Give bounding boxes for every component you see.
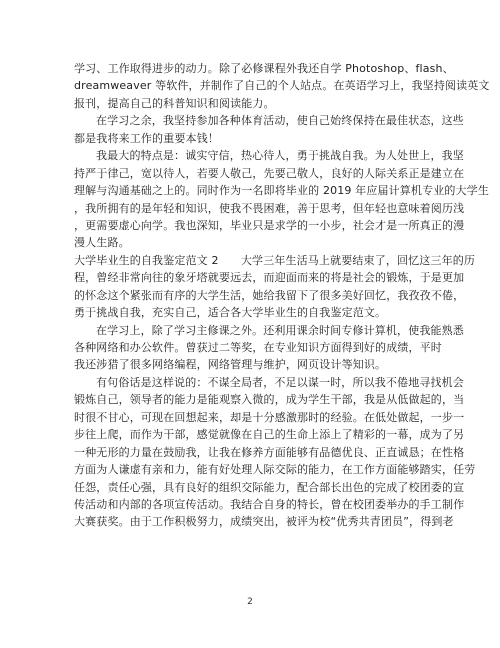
text-line: dreamweaver 等软件，并制作了自己的个人站点。在英语学习上，我坚持阅读英文 bbox=[74, 79, 490, 93]
text-line: 我还涉猎了很多网络编程，网络管理与维护，网页设计等知识。 bbox=[74, 358, 387, 372]
text-line: 方面为人谦虚有亲和力，能有好处理人际交际的能力，在工作方面能够踏实，任劳 bbox=[74, 463, 476, 477]
text-line: 勇于挑战自我，充实自己，适合各大学毕业生的自我鉴定范文。 bbox=[74, 306, 387, 320]
text-line: 我最大的特点是：诚实守信，热心待人，勇于挑战自我。为人处世上，我坚 bbox=[96, 149, 464, 163]
page-number: 2 bbox=[247, 597, 253, 607]
text-line: ，我所拥有的是年轻和知识，使我不畏困难，善于思考，但年轻也意味着阅历浅 bbox=[74, 201, 465, 215]
text-line: 在学习之余，我坚持参加各种体育活动，使自己始终保持在最佳状态，这些 bbox=[96, 114, 464, 128]
text-line: 有句俗话是这样说的：不谋全局者，不足以谋一时，所以我不倦地寻找机会 bbox=[96, 375, 464, 389]
text-line: ，更需要虚心向学。我也深知，毕业只是求学的一小步，社会才是一所真正的漫 bbox=[74, 218, 465, 232]
text-line: 锻炼自己，领导者的能力是能观察入微的，成为学生干部，我是从低做起的，当 bbox=[74, 393, 465, 407]
text-line: 步往上爬，而作为干部，感觉就像在自己的生命上添上了精彩的一幕，成为了另 bbox=[74, 428, 465, 442]
text-line: 程，曾经非常向往的象牙塔就要远去，而迎面而来的将是社会的锻炼，于是更加 bbox=[74, 271, 465, 285]
text-line: 持严于律己，宽以待人，若要人敬己，先要己敬人，良好的人际关系正是建立在 bbox=[74, 166, 465, 180]
text-line: 在学习上，除了学习主修课之外。还利用课余时间专修计算机，使我能熟悉 bbox=[96, 323, 464, 337]
text-line: 报刊，提高自己的科普知识和阅读能力。 bbox=[74, 96, 275, 110]
text-line: 传活动和内部的各项宣传活动。我结合自身的特长，曾在校团委举办的手工制作 bbox=[74, 497, 465, 511]
text-line: 任怨，责任心强，具有良好的组织交际能力，配合部长出色的完成了校团委的宣 bbox=[74, 480, 465, 494]
body-text bbox=[74, 60, 490, 531]
text-line: 漫人生路。 bbox=[74, 236, 130, 250]
text-line: 的怀念这个紧张而有序的大学生活，她给我留下了很多美好回忆，我孜孜不倦， bbox=[74, 288, 465, 302]
text-line: 大学毕业生的自我鉴定范文 2 大学三年生活马上就要结束了，回忆这三年的历 bbox=[74, 253, 476, 267]
text-line: 一种无形的力量在鼓励我，让我在修养方面能够有品德优良、正直诚恳；在性格 bbox=[74, 445, 465, 459]
text-line: 理解与沟通基础之上的。同时作为一名即将毕业的 2019 年应届计算机专业的大学生 bbox=[74, 184, 489, 198]
text-line: 时很不甘心，可现在回想起来，却是十分感激那时的经验。在低处做起，一步一 bbox=[74, 410, 465, 424]
text-line: 各种网络和办公软件。曾获过二等奖，在专业知识方面得到好的成绩，平时 bbox=[74, 341, 442, 354]
text-line: 大赛获奖。由于工作积极努力，成绩突出，被评为校“优秀共青团员”，得到老 bbox=[74, 515, 454, 529]
text-line: 都是我将来工作的重要本钱！ bbox=[74, 131, 219, 145]
text-line: 学习、工作取得进步的动力。除了必修课程外我还自学 Photoshop、flash、 bbox=[74, 62, 454, 75]
